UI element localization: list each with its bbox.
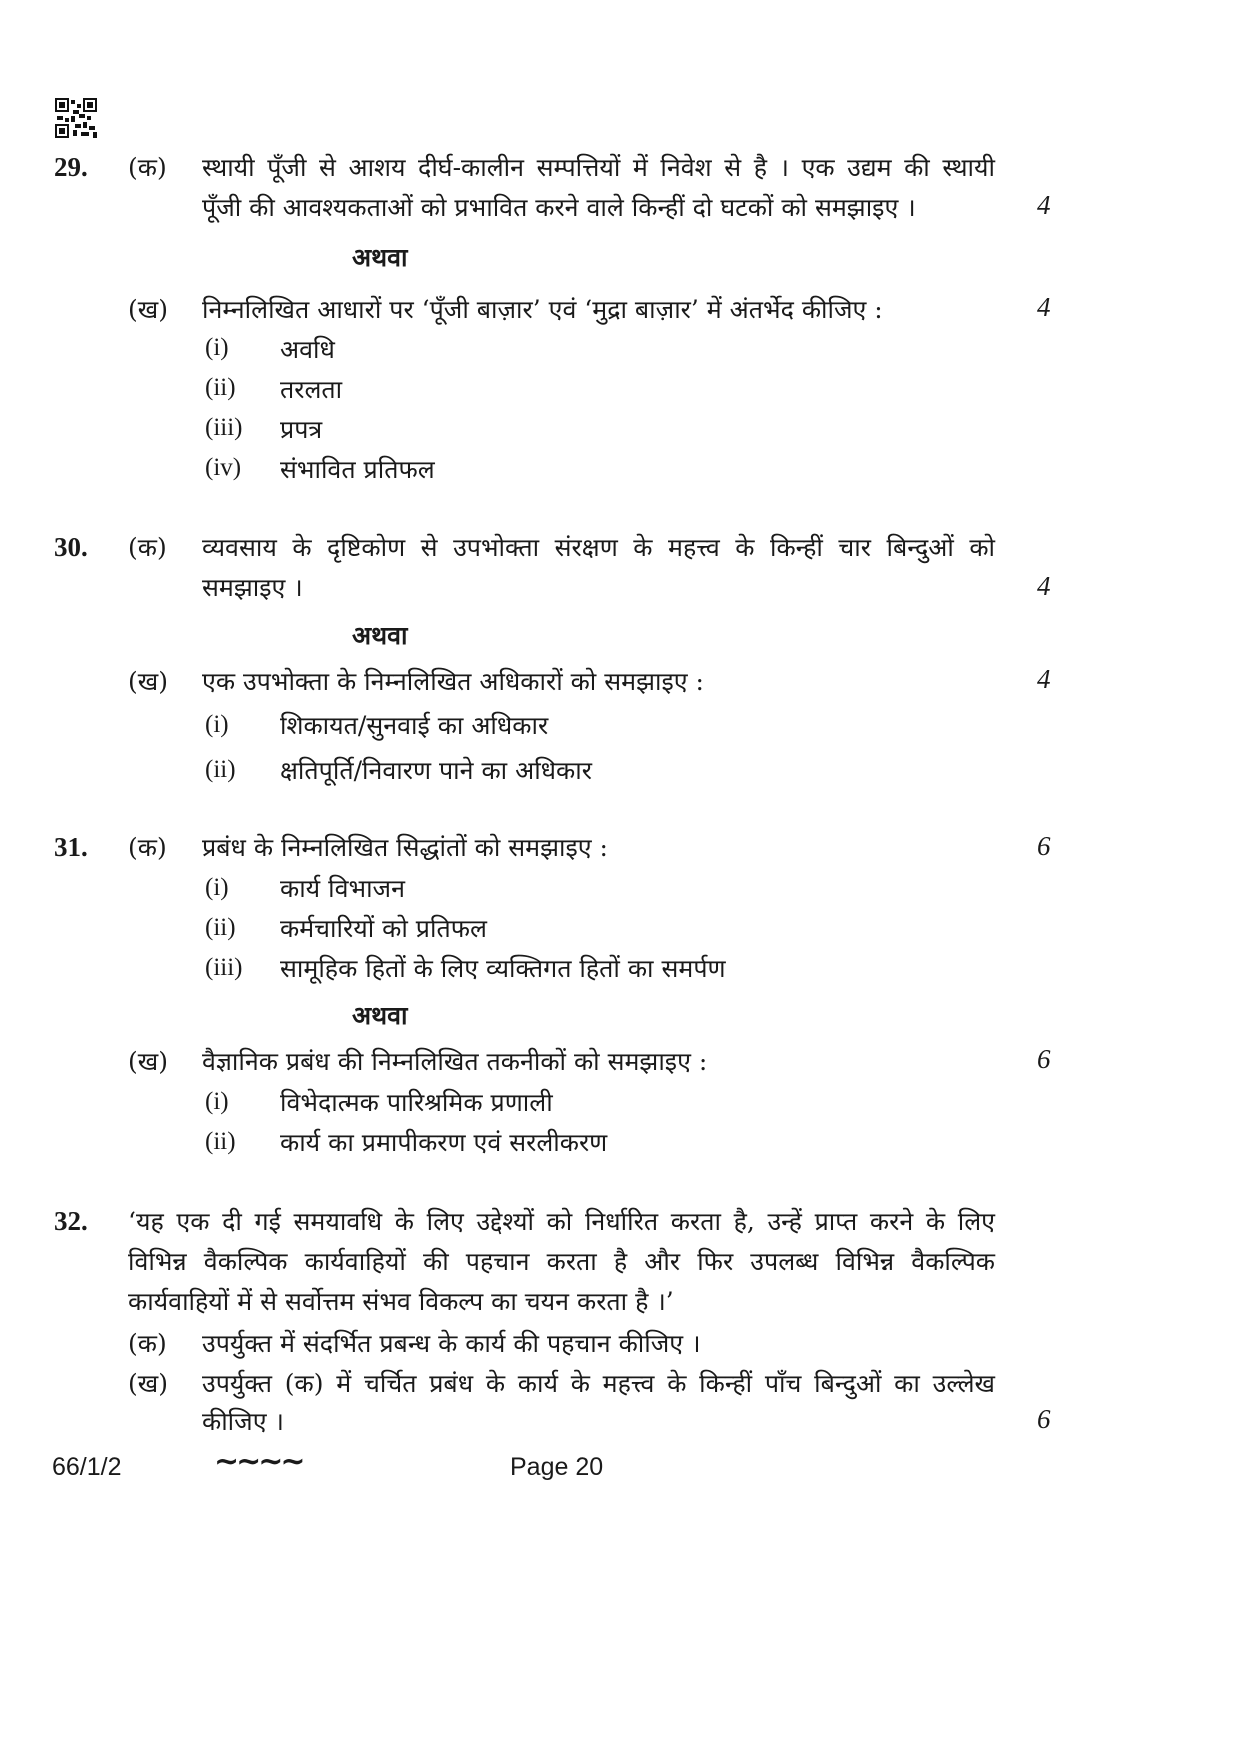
or-separator: अथवा (352, 243, 408, 272)
question-text: एक उपभोक्ता के निम्नलिखित अधिकारों को समझाइए : (202, 667, 704, 696)
question-number: 32. (54, 1206, 88, 1236)
question-text: निम्नलिखित आधारों पर ‘पूँजी बाज़ार’ एवं ‘मुद्रा बाज़ार’ में अंतर्भेद कीजिए : (202, 295, 883, 324)
marks: 6 (1037, 1404, 1051, 1434)
question-text: कीजिए । (202, 1407, 284, 1436)
question-text: प्रबंध के निम्नलिखित सिद्धांतों को समझाइए : (202, 833, 608, 862)
item-number: (ii) (205, 756, 236, 783)
question-number: 29. (54, 152, 88, 182)
item-number: (i) (205, 334, 229, 361)
marks: 4 (1037, 571, 1051, 601)
item-number: (ii) (205, 374, 236, 401)
item-text: कर्मचारियों को प्रतिफल (280, 914, 487, 943)
marks: 6 (1037, 831, 1051, 861)
item-number: (i) (205, 711, 229, 738)
item-text: सामूहिक हितों के लिए व्यक्तिगत हितों का समर्पण (280, 954, 726, 983)
item-text: संभावित प्रतिफल (280, 455, 435, 484)
item-text: कार्य का प्रमापीकरण एवं सरलीकरण (280, 1128, 608, 1157)
sub-label: (क) (128, 153, 167, 182)
sub-label: (क) (128, 833, 167, 862)
marks: 4 (1037, 292, 1051, 322)
item-text: प्रपत्र (280, 415, 323, 444)
ornament: ∼∼∼∼ (214, 1444, 303, 1479)
paper-code: 66/1/2 (52, 1453, 122, 1481)
item-text: क्षतिपूर्ति/निवारण पाने का अधिकार (280, 756, 592, 785)
question-text: पूँजी की आवश्यकताओं को प्रभावित करने वाले किन्हीं दो घटकों को समझाइए । (202, 193, 916, 222)
item-text: अवधि (280, 335, 335, 364)
sub-label: (क) (128, 1329, 167, 1358)
sub-label: (ख) (128, 295, 168, 324)
sub-label: (ख) (128, 1369, 168, 1398)
question-text: वैज्ञानिक प्रबंध की निम्नलिखित तकनीकों को समझाइए : (202, 1047, 708, 1076)
question-text: विभिन्न वैकल्पिक कार्यवाहियों की पहचान करता है और फिर उपलब्ध विभिन्न वैकल्पिक (128, 1247, 995, 1276)
item-number: (iv) (205, 454, 242, 481)
page-number: Page 20 (510, 1453, 604, 1481)
item-text: विभेदात्मक पारिश्रमिक प्रणाली (280, 1088, 553, 1117)
question-text: ‘यह एक दी गई समयावधि के लिए उद्देश्यों को निर्धारित करता है, उन्हें प्राप्त करने के लिए (128, 1207, 995, 1236)
question-number: 31. (54, 832, 88, 862)
item-number: (ii) (205, 914, 236, 941)
item-text: तरलता (280, 375, 343, 404)
question-text: स्थायी पूँजी से आशय दीर्घ-कालीन सम्पत्तियों में निवेश से है । एक उद्यम की स्थायी (202, 153, 995, 182)
question-number: 30. (54, 532, 88, 562)
or-separator: अथवा (352, 1001, 408, 1030)
item-number: (i) (205, 874, 229, 901)
item-number: (iii) (205, 414, 243, 441)
question-text: कार्यवाहियों में से सर्वोत्तम संभव विकल्प का चयन करता है ।’ (128, 1287, 674, 1316)
item-number: (iii) (205, 954, 243, 981)
sub-label: (क) (128, 533, 167, 562)
question-text: उपर्युक्त में संदर्भित प्रबन्ध के कार्य की पहचान कीजिए । (202, 1329, 701, 1358)
or-separator: अथवा (352, 621, 408, 650)
item-text: शिकायत/सुनवाई का अधिकार (280, 711, 549, 740)
item-number: (ii) (205, 1128, 236, 1155)
marks: 4 (1037, 664, 1051, 694)
question-text: व्यवसाय के दृष्टिकोण से उपभोक्ता संरक्षण के महत्त्व के किन्हीं चार बिन्दुओं को (202, 533, 995, 562)
question-text: समझाइए । (202, 573, 303, 602)
sub-label: (ख) (128, 667, 168, 696)
sub-label: (ख) (128, 1047, 168, 1076)
marks: 4 (1037, 190, 1051, 220)
item-number: (i) (205, 1088, 229, 1115)
qr-code (55, 98, 97, 138)
item-text: कार्य विभाजन (280, 874, 405, 903)
marks: 6 (1037, 1044, 1051, 1074)
question-text: उपर्युक्त (क) में चर्चित प्रबंध के कार्य के महत्त्व के किन्हीं पाँच बिन्दुओं का उल्लेख (202, 1369, 995, 1398)
